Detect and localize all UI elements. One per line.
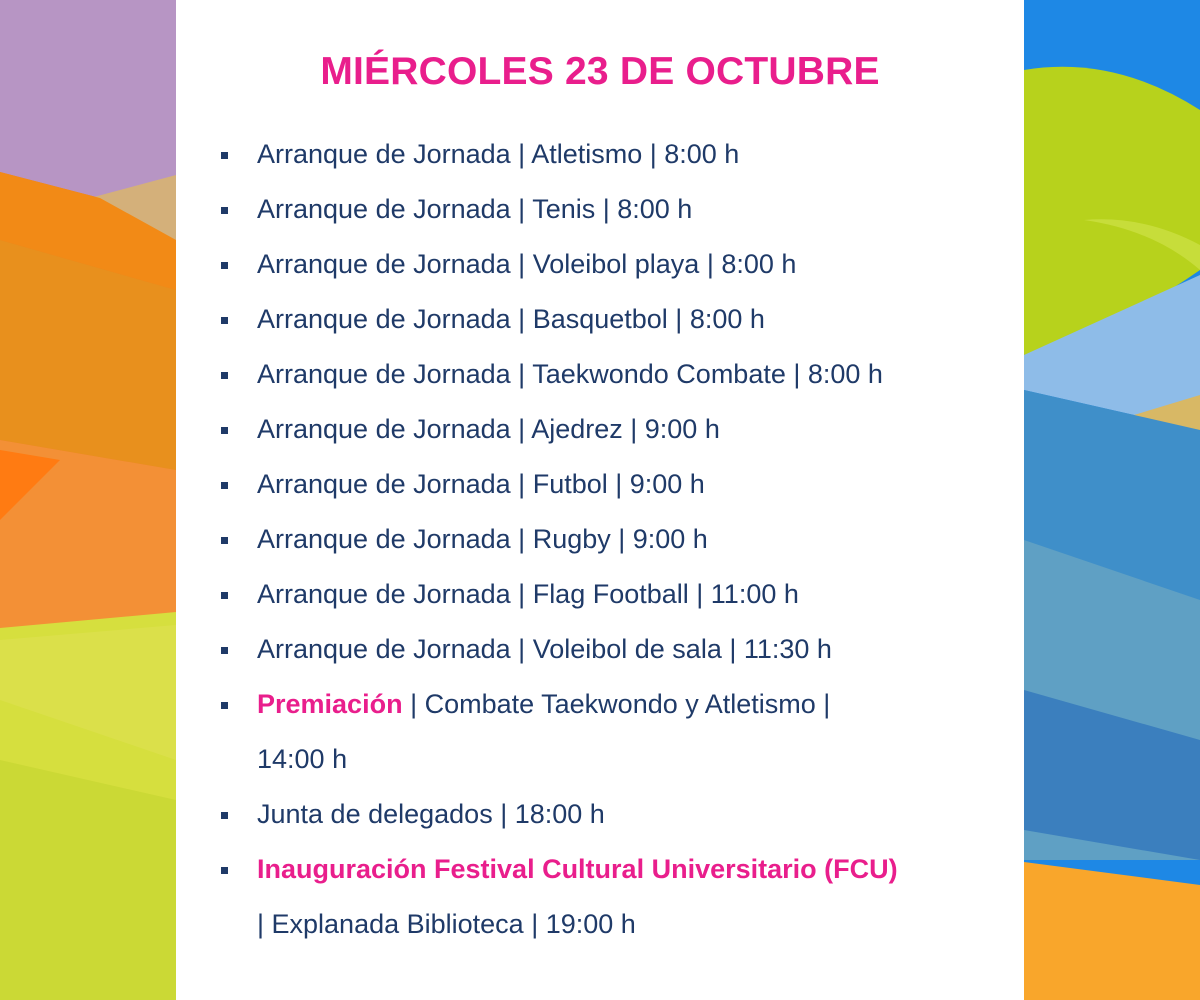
schedule-item-line (257, 347, 1020, 402)
bullet-icon (221, 812, 228, 819)
schedule-item-text: Arranque de Jornada | Flag Football | 11:00 h (257, 579, 799, 609)
bullet-icon (221, 427, 228, 434)
schedule-item (220, 787, 1020, 842)
schedule-item-continuation: | Explanada Biblioteca | 19:00 h (257, 909, 636, 939)
schedule-item-text: Arranque de Jornada | Futbol | 9:00 h (257, 469, 705, 499)
schedule-item-text: Arranque de Jornada | Tenis | 8:00 h (257, 194, 693, 224)
schedule-item-line (257, 622, 1020, 677)
bullet-icon (221, 702, 228, 709)
schedule-item-text: Arranque de Jornada | Taekwondo Combate | 8:00 h (257, 359, 883, 389)
schedule-item-line (257, 512, 1020, 567)
schedule-item (220, 677, 1020, 787)
schedule-item-line (257, 677, 1020, 732)
schedule-item-text: Arranque de Jornada | Rugby | 9:00 h (257, 524, 708, 554)
page-title: MIÉRCOLES 23 DE OCTUBRE (320, 50, 880, 93)
bullet-icon (221, 262, 228, 269)
schedule-item (220, 567, 1020, 622)
highlight-label: Inauguración Festival Cultural Universitario (FCU) (257, 854, 898, 884)
left-decorative-background (0, 0, 176, 1000)
schedule-item-text: Arranque de Jornada | Ajedrez | 9:00 h (257, 414, 720, 444)
bullet-icon (221, 372, 228, 379)
schedule-item-text: Arranque de Jornada | Basquetbol | 8:00 h (257, 304, 765, 334)
schedule-item (220, 237, 1020, 292)
schedule-item (220, 402, 1020, 457)
schedule-list (220, 127, 1020, 952)
schedule-panel (176, 0, 1024, 1000)
bullet-icon (221, 207, 228, 214)
schedule-item (220, 622, 1020, 677)
bullet-icon (221, 592, 228, 599)
highlight-label: Premiación (257, 689, 403, 719)
bullet-icon (221, 537, 228, 544)
schedule-item (220, 842, 1020, 952)
schedule-item-line (257, 842, 1020, 897)
schedule-item-line (257, 182, 1020, 237)
bullet-icon (221, 152, 228, 159)
schedule-item-text: Arranque de Jornada | Atletismo | 8:00 h (257, 139, 740, 169)
schedule-item-line (257, 237, 1020, 292)
schedule-item (220, 512, 1020, 567)
bullet-icon (221, 482, 228, 489)
schedule-item (220, 347, 1020, 402)
schedule-item-text: Arranque de Jornada | Voleibol playa | 8:00 h (257, 249, 797, 279)
schedule-item-line (257, 292, 1020, 347)
bullet-icon (221, 647, 228, 654)
bullet-icon (221, 317, 228, 324)
schedule-item-text: Junta de delegados | 18:00 h (257, 799, 605, 829)
schedule-item-text: Arranque de Jornada | Voleibol de sala | 11:30 h (257, 634, 832, 664)
schedule-item-line (257, 567, 1020, 622)
schedule-item-continuation: 14:00 h (257, 744, 348, 774)
schedule-item-line (257, 402, 1020, 457)
schedule-item (220, 182, 1020, 237)
schedule-item-line (257, 787, 1020, 842)
schedule-item-line (257, 457, 1020, 512)
schedule-item (220, 457, 1020, 512)
schedule-item (220, 127, 1020, 182)
schedule-item-text: | Combate Taekwondo y Atletismo | (402, 689, 831, 719)
bullet-icon (221, 867, 228, 874)
right-decorative-background (1024, 0, 1200, 1000)
schedule-item-line (257, 127, 1020, 182)
schedule-item (220, 292, 1020, 347)
